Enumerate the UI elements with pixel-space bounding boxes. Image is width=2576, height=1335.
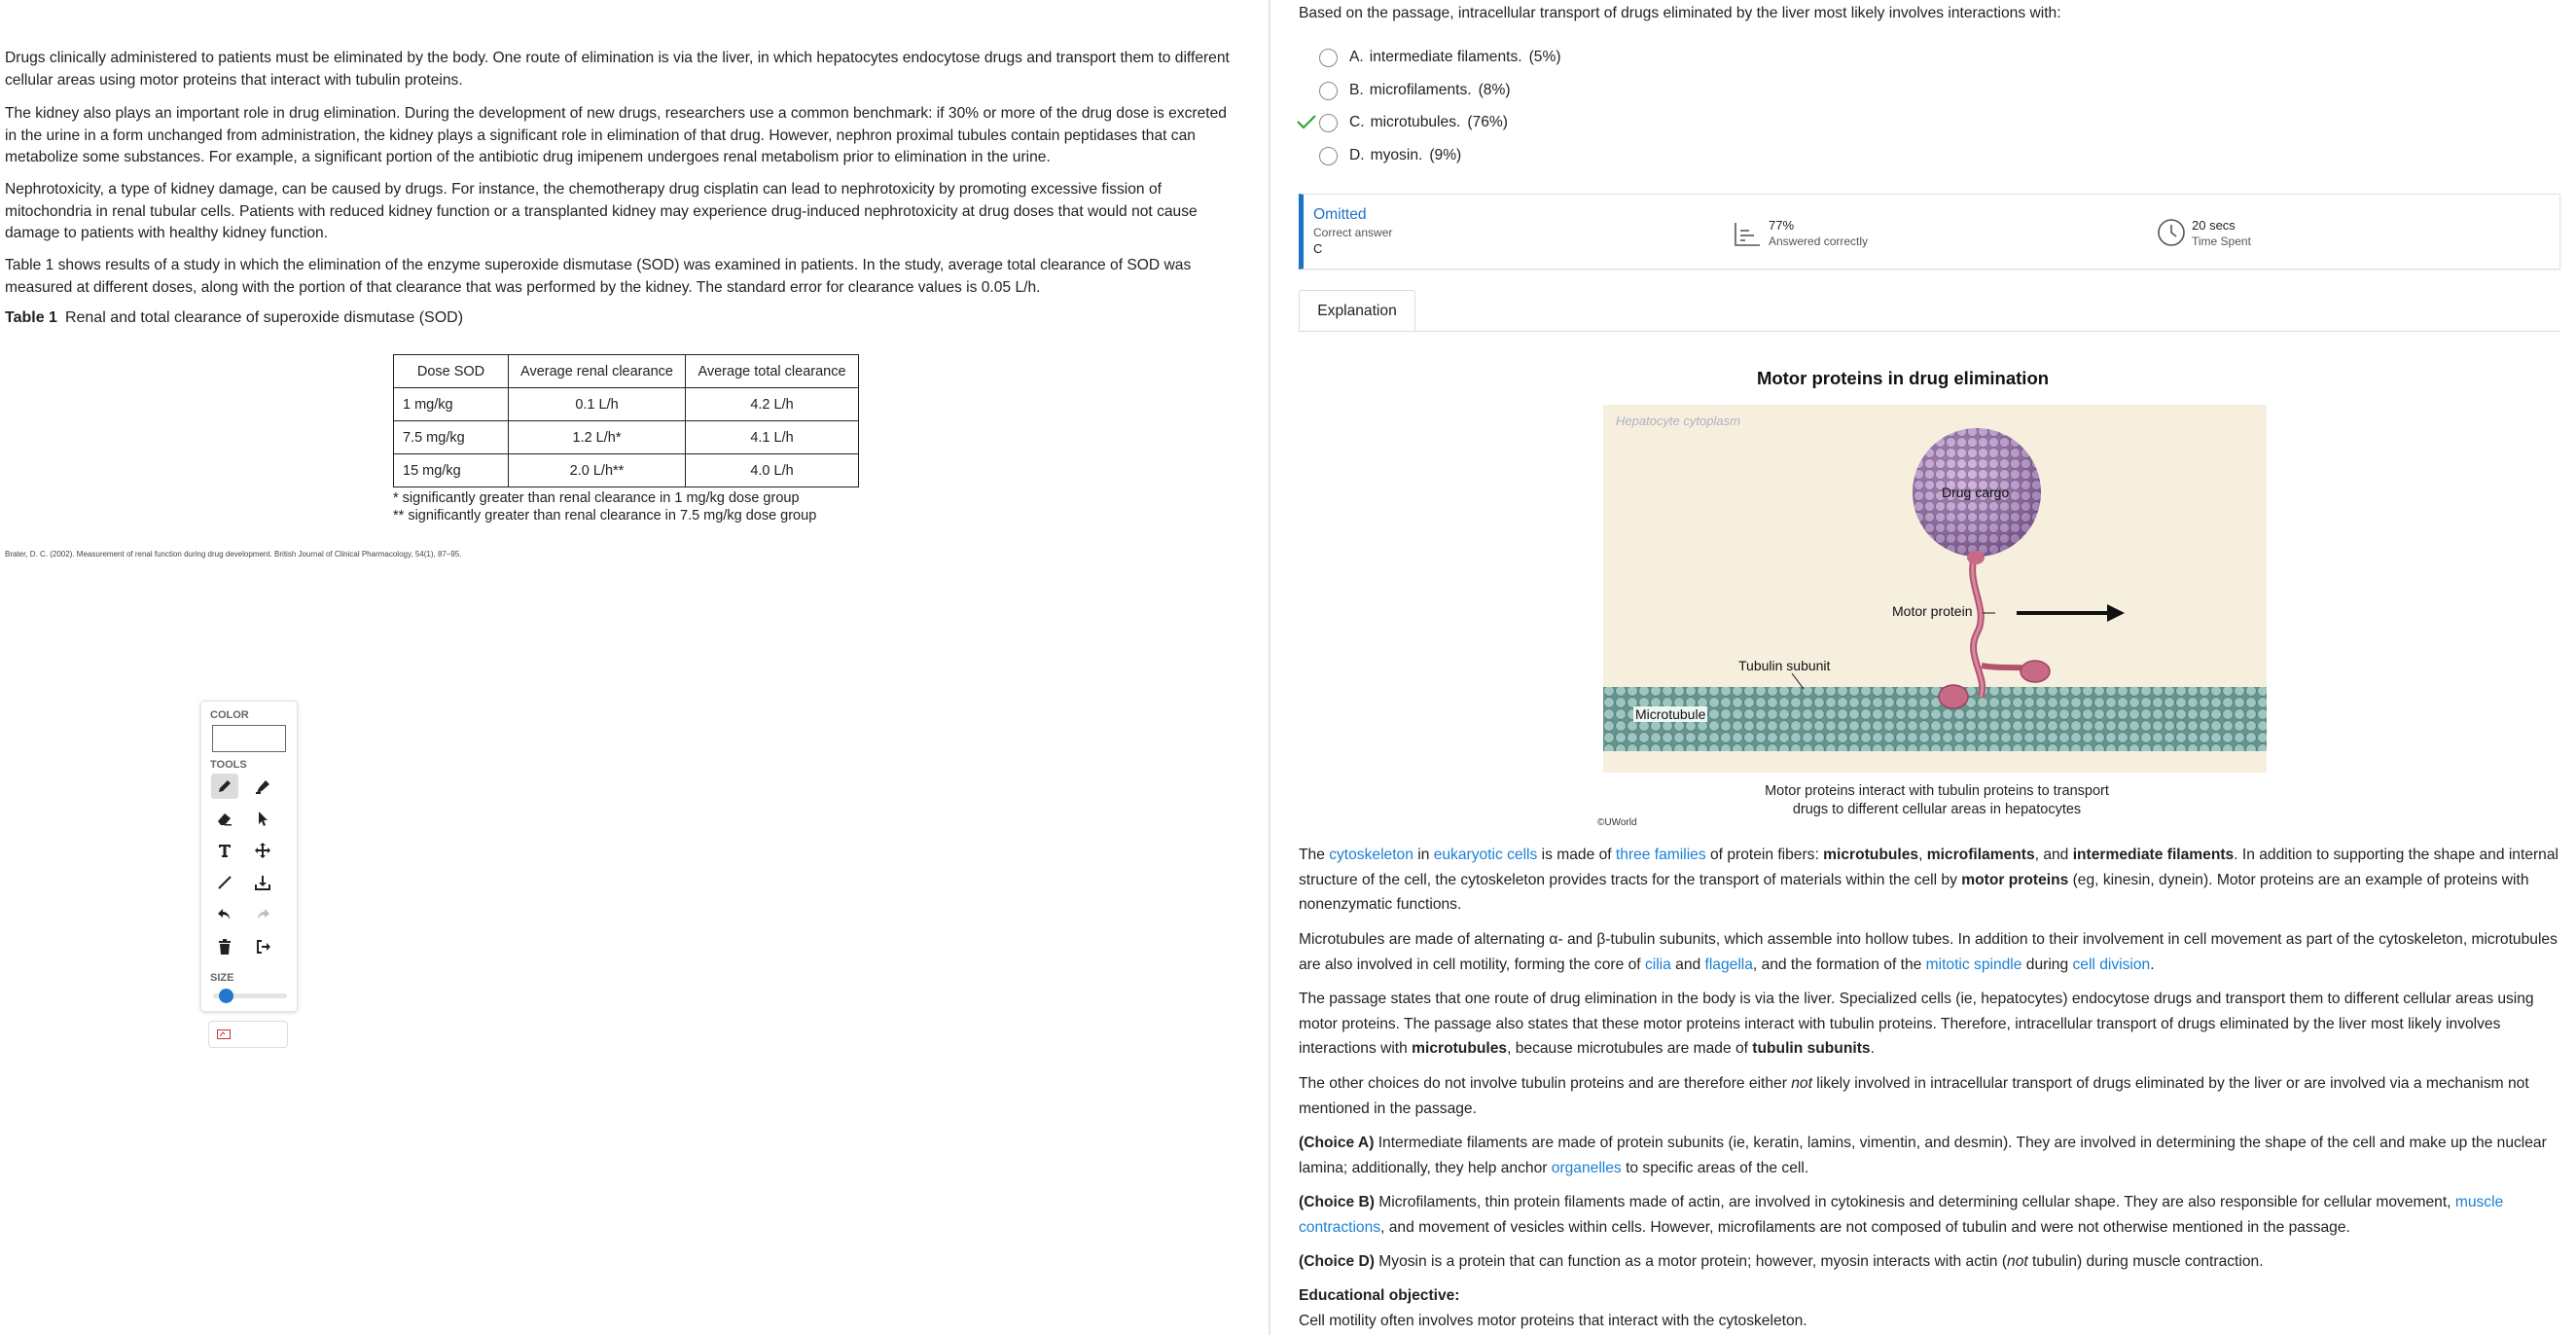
link-three-families[interactable]: three families <box>1615 847 1706 863</box>
radio-button[interactable] <box>1319 114 1338 132</box>
text-tool[interactable] <box>211 838 238 863</box>
bold-term: tubulin subunits <box>1752 1040 1871 1057</box>
table-title <box>5 309 463 327</box>
radio-button[interactable] <box>1319 49 1338 67</box>
choice-a-explanation <box>1299 1131 2563 1180</box>
italic-term: not <box>1791 1075 1812 1092</box>
text-run: and <box>1670 956 1705 973</box>
figure-label-drug-cargo: Drug cargo <box>1942 485 2010 500</box>
passage-paragraph-2: The kidney also plays an important role in drug elimination. During the development of new drugs, researchers use a common benchmark: if 30% or more of the drug dose is excreted in the urine in a form unchanged from administration, the kidney plays a significant role in elimination of that drug. However, nephron proximal tubules contain peptidases that can metabolize some substances. For example, a significant portion of the antibiotic drug imipenem undergoes renal metabolism prior to elimination in the urine. <box>5 105 1227 165</box>
choice-text: intermediate filaments. <box>1369 49 1522 65</box>
table-row <box>394 454 859 487</box>
choice-text: microtubules. <box>1370 114 1461 130</box>
text-run: , and <box>2034 847 2073 863</box>
percent-correct-label: Answered correctly <box>1769 235 1869 248</box>
correct-checkmark-icon <box>1297 114 1316 129</box>
choice-c[interactable] <box>1319 112 1508 133</box>
table-cell: 1.2 L/h* <box>509 421 686 454</box>
tab-underline <box>1299 331 2560 332</box>
choice-letter: D. <box>1349 147 1365 163</box>
choice-percent: (8%) <box>1478 82 1511 98</box>
redo-icon <box>254 906 271 923</box>
select-tool[interactable] <box>249 806 276 831</box>
text-run: , and the formation of the <box>1752 956 1926 973</box>
table-caption: Renal and total clearance of superoxide dismutase (SOD) <box>64 309 464 326</box>
choice-percent: (9%) <box>1429 147 1462 163</box>
text-run: tubulin) during muscle contraction. <box>2027 1253 2264 1270</box>
explanation-paragraph-1 <box>1299 843 2563 918</box>
figure-label-tubulin-subunit: Tubulin subunit <box>1738 658 1831 673</box>
copyright-notice: ©UWorld <box>1597 817 1637 828</box>
link-mitotic-spindle[interactable]: mitotic spindle <box>1925 956 2022 973</box>
redo-button[interactable] <box>249 902 276 927</box>
radio-button[interactable] <box>1319 147 1338 165</box>
text-run: . <box>1870 1040 1875 1057</box>
choice-a[interactable] <box>1319 47 1561 68</box>
text-run: to specific areas of the cell. <box>1621 1159 1809 1176</box>
table-cell: 4.0 L/h <box>686 454 859 487</box>
link-cilia[interactable]: cilia <box>1644 956 1671 973</box>
figure-label-motor-protein: Motor protein <box>1892 603 1973 619</box>
eraser-icon <box>216 810 233 827</box>
eraser-tool[interactable] <box>211 806 238 831</box>
link-cytoskeleton[interactable]: cytoskeleton <box>1329 847 1413 863</box>
figure-title: Motor proteins in drug elimination <box>1756 368 2050 388</box>
choice-letter: A. <box>1349 49 1364 65</box>
explanation-paragraph-2 <box>1299 927 2563 977</box>
bold-term: microfilaments <box>1926 847 2035 863</box>
objective-heading: Educational objective: <box>1299 1287 1460 1304</box>
table-row <box>394 388 859 421</box>
undo-icon <box>216 906 233 923</box>
table-footnote-2: ** significantly greater than renal clearance in 7.5 mg/kg dose group <box>393 508 817 523</box>
choice-label: (Choice D) <box>1299 1253 1375 1270</box>
explanation-paragraph-3 <box>1299 987 2563 1062</box>
link-flagella[interactable]: flagella <box>1704 956 1753 973</box>
download-tool[interactable] <box>249 870 276 895</box>
size-slider-handle[interactable] <box>219 989 233 1003</box>
link-muscle-contractions[interactable]: muscle contractions <box>1299 1194 2504 1236</box>
choice-letter: B. <box>1349 82 1364 98</box>
pencil-tool[interactable] <box>211 774 238 799</box>
passage-pane <box>0 0 1269 1335</box>
cursor-icon <box>254 810 271 827</box>
choice-percent: (76%) <box>1467 114 1508 130</box>
text-run: . <box>2150 956 2155 973</box>
bold-term: microtubules <box>1823 847 1919 863</box>
move-icon <box>254 842 271 859</box>
question-stem: Based on the passage, intracellular transport of drugs eliminated by the liver most likely involves interactions with: <box>1299 5 2061 21</box>
time-spent: 20 secs <box>2192 218 2236 233</box>
choice-text: myosin. <box>1370 147 1423 163</box>
text-run: , and movement of vesicles within cells. However, microfilaments are not composed of tubulin and were not otherwise mentioned in the passage. <box>1380 1218 2350 1236</box>
text-run: Microtubules are made of alternating α- and β-tubulin subunits, which assemble into hollow tubes. In addition to their involvement in cell movement as part of the cytoskeleton, microtubules are also involved in cell motility, forming the core of <box>1299 931 2558 973</box>
figure-label-cytoplasm: Hepatocyte cytoplasm <box>1616 414 1740 428</box>
table-header-row <box>394 355 859 388</box>
clock-icon <box>2157 218 2186 247</box>
undo-button[interactable] <box>211 902 238 927</box>
choice-d-explanation <box>1299 1249 2563 1275</box>
percent-correct: 77% <box>1769 218 1795 233</box>
table-cell: 4.2 L/h <box>686 388 859 421</box>
link-organelles[interactable]: organelles <box>1551 1159 1622 1176</box>
passage-paragraph-1: Drugs clinically administered to patients must be eliminated by the body. One route of elimination is via the liver, in which hepatocytes endocytose drugs and transport them to different cellular areas using motor proteins that interact with tubulin proteins. <box>5 50 1230 89</box>
text-run: Myosin is a protein that can function as a motor protein; however, myosin interacts with actin ( <box>1374 1253 2008 1270</box>
explanation-paragraph-4 <box>1299 1071 2563 1121</box>
caption-line-2: drugs to different cellular areas in hepatocytes <box>1792 802 2082 817</box>
toolbox-icon <box>217 1029 231 1039</box>
trash-icon <box>216 938 233 956</box>
table-footnote-1: * significantly greater than renal clearance in 1 mg/kg dose group <box>393 490 800 506</box>
text-run: The other choices do not involve tubulin proteins and are therefore either <box>1299 1075 1792 1092</box>
answer-status: Omitted <box>1313 206 1367 223</box>
annotation-toolbox <box>200 701 298 1012</box>
bar-chart-icon <box>1734 222 1761 247</box>
link-eukaryotic-cells[interactable]: eukaryotic cells <box>1433 847 1538 863</box>
text-run: Intermediate filaments are made of protein subunits (ie, keratin, lamins, vimentin, and desmin). They are involved in determining the shape of the cell and make up the nuclear lamina; additionally, they help anchor <box>1299 1135 2547 1176</box>
answer-stats-panel <box>1299 194 2560 270</box>
color-swatch[interactable] <box>212 725 286 752</box>
italic-term: not <box>2007 1253 2028 1270</box>
collapsed-toolbox-button[interactable] <box>208 1021 288 1048</box>
choice-label: (Choice B) <box>1299 1194 1375 1210</box>
text-run: The <box>1299 847 1330 863</box>
download-icon <box>254 874 271 891</box>
text-run: Microfilaments, thin protein filaments made of actin, are involved in cytokinesis and determining cellular shape. They are also responsible for cellular movement, <box>1374 1194 2455 1210</box>
choice-b[interactable] <box>1319 80 1511 101</box>
table-cell: 2.0 L/h** <box>509 454 686 487</box>
time-spent-label: Time Spent <box>2192 235 2251 248</box>
table-row <box>394 421 859 454</box>
text-run: of protein fibers: <box>1705 847 1824 863</box>
passage-paragraph-4: Table 1 shows results of a study in which the elimination of the enzyme superoxide dismutase (SOD) was examined in patients. In the study, average total clearance of SOD was measured at different doses, along with the portion of that clearance that was performed by the kidney. The standard error for clearance values is 0.05 L/h. <box>5 257 1192 296</box>
link-cell-division[interactable]: cell division <box>2072 956 2151 973</box>
table-cell: 4.1 L/h <box>686 421 859 454</box>
objective-text: Cell motility often involves motor proteins that interact with the cytoskeleton. <box>1299 1313 1807 1329</box>
bold-term: intermediate filaments <box>2072 847 2235 863</box>
choice-text: microfilaments. <box>1369 82 1472 98</box>
text-icon <box>216 842 233 859</box>
tools-label: TOOLS <box>210 759 247 771</box>
passage-paragraph-3: Nephrotoxicity, a type of kidney damage, can be caused by drugs. For instance, the chemotherapy drug cisplatin can lead to nephrotoxicity by promoting excessive fission of mitochondria in renal tubular cells. Patients with reduced kidney function or a transplanted kidney may experience drug-induced nephrotoxicity at drug doses that would not cause damage to patients with healthy kidney function. <box>5 181 1198 241</box>
bold-term: microtubules <box>1412 1040 1508 1057</box>
figure-label-microtubule: Microtubule <box>1635 706 1706 722</box>
line-icon <box>216 874 233 891</box>
text-run: . In addition to supporting the shape and internal structure of the cell, the cytoskeleton provides tracts for the transport of materials within the cell by <box>1299 847 2558 888</box>
radio-button[interactable] <box>1319 82 1338 100</box>
text-run: The passage states that one route of drug elimination in the body is via the liver. Specialized cells (ie, hepatocytes) endocytose drugs and transport them to different cellular areas using motor proteins. The passage also states that these motor proteins interact with tubulin proteins. Therefore, intracellular transport of drugs eliminated by the liver most likely involves interactions with <box>1299 991 2534 1057</box>
highlighter-tool[interactable] <box>249 774 276 799</box>
choice-d[interactable] <box>1319 145 1461 166</box>
sod-clearance-table <box>393 354 859 487</box>
color-label: COLOR <box>210 709 249 721</box>
exit-icon <box>254 938 271 956</box>
table-label: Table 1 <box>5 309 57 326</box>
figure-caption <box>1601 782 2272 819</box>
pencil-icon <box>216 777 233 795</box>
size-label: SIZE <box>210 972 234 984</box>
highlighter-icon <box>254 777 271 795</box>
choice-label: (Choice A) <box>1299 1135 1375 1151</box>
choice-b-explanation <box>1299 1190 2563 1240</box>
text-run: , <box>1918 847 1927 863</box>
table-cell: 15 mg/kg <box>394 454 509 487</box>
caption-line-1: Motor proteins interact with tubulin proteins to transport <box>1765 783 2109 799</box>
table-cell: 7.5 mg/kg <box>394 421 509 454</box>
bold-term: motor proteins <box>1961 871 2069 888</box>
line-tool[interactable] <box>211 870 238 895</box>
move-tool[interactable] <box>249 838 276 863</box>
text-run: during <box>2021 956 2073 973</box>
text-run: in <box>1413 847 1434 863</box>
text-run: is made of <box>1537 847 1616 863</box>
table-cell: 1 mg/kg <box>394 388 509 421</box>
table-header: Average renal clearance <box>509 355 686 388</box>
choice-letter: C. <box>1349 114 1365 130</box>
tab-explanation[interactable]: Explanation <box>1299 290 1415 332</box>
correct-answer-label: Correct answer <box>1313 226 1393 239</box>
delete-button[interactable] <box>211 934 238 959</box>
table-header: Dose SOD <box>394 355 509 388</box>
exit-button[interactable] <box>249 934 276 959</box>
table-header: Average total clearance <box>686 355 859 388</box>
text-run: likely involved in intracellular transport of drugs eliminated by the liver or are involved via a mechanism not mentioned in the passage. <box>1299 1075 2529 1117</box>
question-pane <box>1270 0 2576 1335</box>
correct-answer-value: C <box>1313 241 1323 256</box>
reference-citation: Brater, D. C. (2002). Measurement of renal function during drug development. British Journal of Clinical Pharmacology, 54(1), 87–95. <box>5 550 462 559</box>
table-cell: 0.1 L/h <box>509 388 686 421</box>
text-run: (eg, kinesin, dynein). Motor proteins are an example of proteins with nonenzymatic functions. <box>1299 871 2529 913</box>
text-run: , because microtubules are made of <box>1507 1040 1753 1057</box>
choice-percent: (5%) <box>1528 49 1561 65</box>
motor-protein-figure <box>1603 405 2267 773</box>
